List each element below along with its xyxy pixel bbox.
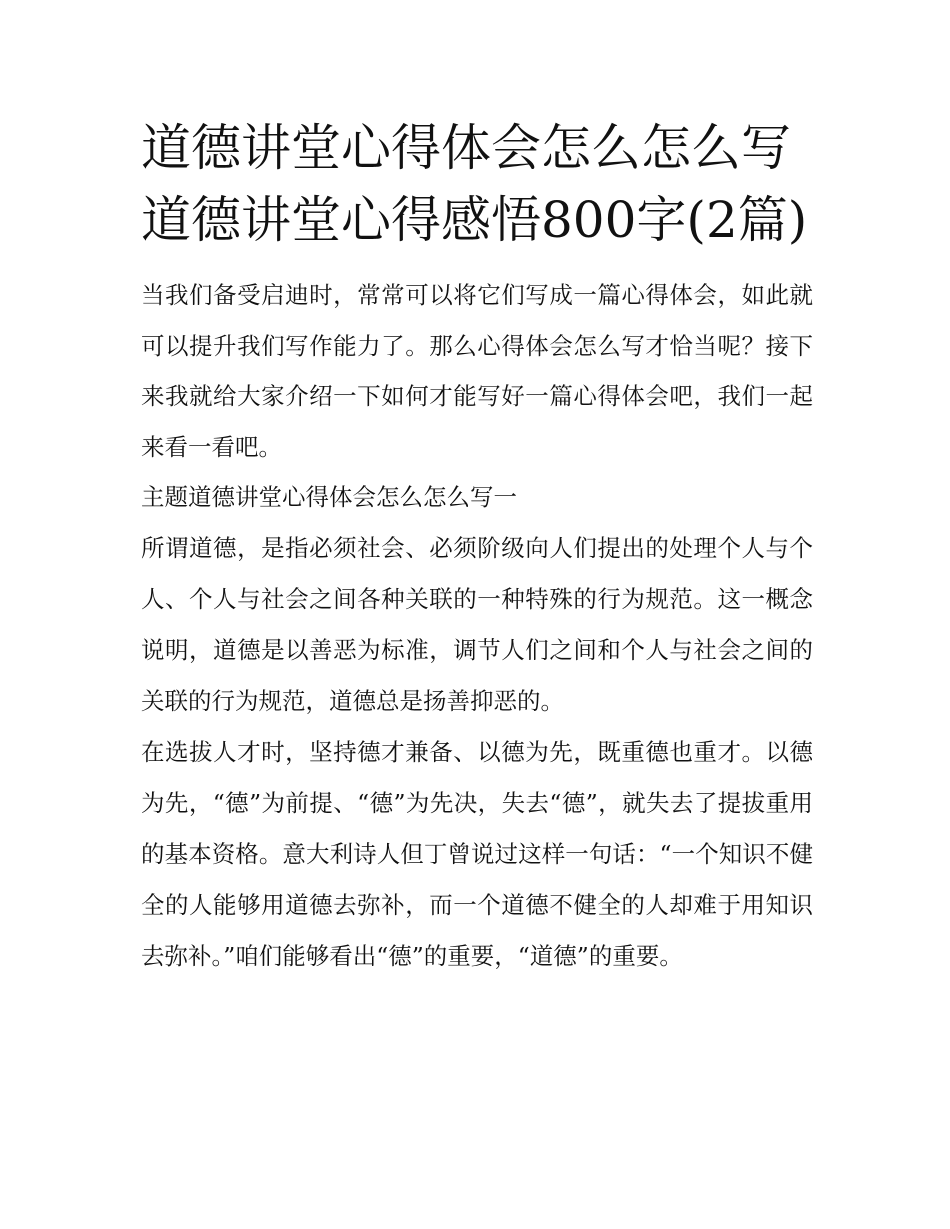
body-paragraph-2: 在选拔人才时，坚持德才兼备、以德为先，既重德也重才。以德为先，“德”为前提、“德”为先决，失去“德”，就失去了提拔重用的基本资格。意大利诗人但丁曾说过这样一句话：“一个知识不健全的人能够用道德去弥补，而一个道德不健全的人却难于用知识去弥补。”咱们能够看出“德”的重要，“道德”的重要。 <box>141 738 813 970</box>
intro-paragraph: 当我们备受启迪时，常常可以将它们写成一篇心得体会，如此就可以提升我们写作能力了。那么心得体会怎么写才恰当呢？接下来我就给大家介绍一下如何才能写好一篇心得体会吧，我们一起来看一看吧。 <box>141 281 813 461</box>
body-paragraph-1: 所谓道德，是指必须社会、必须阶级向人们提出的处理个人与个人、个人与社会之间各种关联的一种特殊的行为规范。这一概念说明，道德是以善恶为标准，调节人们之间和个人与社会之间的关联的行为规范，道德总是扬善抑恶的。 <box>141 534 813 715</box>
document-page <box>141 112 813 982</box>
document-title: 道德讲堂心得体会怎么怎么写道德讲堂心得感悟800字(2篇) <box>141 119 808 249</box>
section-heading: 主题道德讲堂心得体会怎么怎么写一 <box>141 483 517 511</box>
